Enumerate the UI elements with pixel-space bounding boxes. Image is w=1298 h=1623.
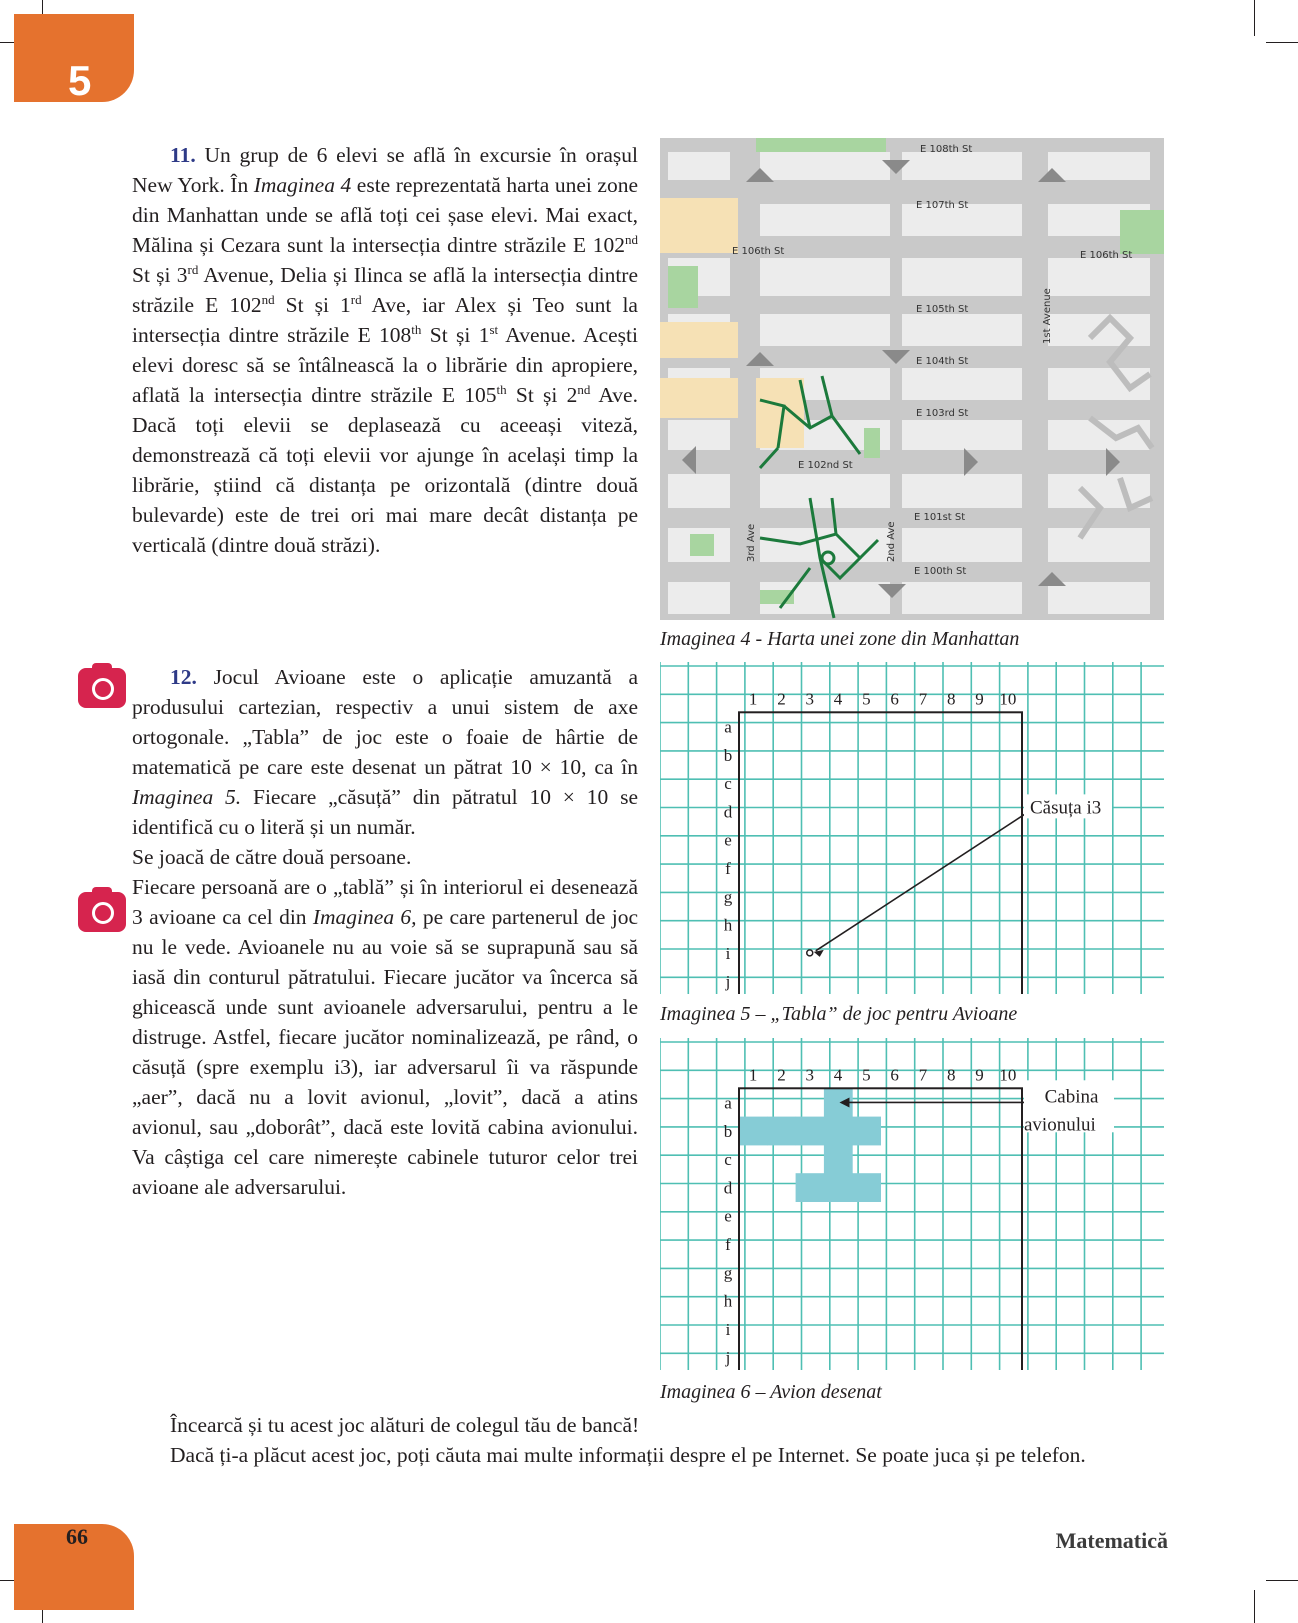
column-label: 9: [975, 1065, 984, 1085]
street-label: E 101st St: [914, 512, 966, 523]
game-board-grid: [660, 662, 1164, 994]
exercise-number: 11.: [170, 143, 196, 167]
plane-cell: [796, 1173, 825, 1202]
column-label: 9: [975, 689, 984, 709]
row-label: f: [725, 858, 731, 878]
plane-cell: [739, 1117, 768, 1146]
camera-icon[interactable]: [78, 668, 126, 708]
plane-cell: [796, 1117, 825, 1146]
row-label: h: [723, 915, 733, 935]
avenue-label: 1st Avenue: [1042, 288, 1053, 344]
street-label: E 108th St: [920, 144, 973, 155]
column-label: 4: [833, 689, 843, 709]
figure-6-caption: Imaginea 6 – Avion desenat: [660, 1381, 882, 1403]
closing-line-1: Încearcă și tu acest joc alături de colegul tău de bancă!: [170, 1413, 640, 1437]
column-label: 7: [918, 689, 928, 709]
annotation-label: Cabina: [1044, 1086, 1099, 1108]
row-label: a: [724, 1093, 732, 1113]
closing-line-2: Dacă ți-a plăcut acest joc, poți căuta mai multe informații despre el pe Internet. Se poate juca și pe telefon.: [170, 1443, 1086, 1467]
board-frame: [739, 712, 1022, 994]
row-label: b: [723, 1121, 733, 1141]
row-label: c: [724, 1150, 732, 1170]
row-label: j: [725, 1348, 731, 1368]
column-label: 1: [748, 1065, 758, 1085]
plane-cell: [824, 1173, 853, 1202]
annotation-label: avionului: [1024, 1114, 1096, 1136]
row-label: f: [725, 1234, 731, 1254]
street-label: E 107th St: [916, 200, 969, 211]
figure-5-caption: Imaginea 5 – „Tabla” de joc pentru Avioane: [660, 1003, 1018, 1025]
annotation-label: Căsuța i3: [1030, 797, 1102, 819]
exercise-12-intro: 12. Jocul Avioane este o aplicație amuzantă a produsului cartezian, respectiv a unui sistem de axe ortogonale. „Tabla” de joc este o foaie de hârtie de matematică pe care este desenat un pătrat 10 × 10, ca în Imaginea 5. Fiecare „căsuță” din pătratul 10 × 10 se identifică cu o literă și un număr.: [132, 665, 638, 839]
exercise-number: 12.: [170, 665, 197, 689]
column-label: 1: [748, 689, 758, 709]
chapter-number: 5: [68, 57, 92, 104]
column-label: 3: [805, 689, 814, 709]
camera-icon[interactable]: [78, 892, 126, 932]
column-label: 8: [947, 1065, 956, 1085]
plane-cell: [767, 1117, 796, 1146]
plane-cell: [852, 1117, 881, 1146]
column-label: 7: [918, 1065, 928, 1085]
street-label: E 106th St: [1080, 250, 1133, 261]
row-label: d: [723, 1178, 733, 1198]
row-label: b: [723, 745, 733, 765]
subject-name: Matematică: [1055, 1528, 1168, 1553]
column-label: 5: [862, 1065, 871, 1085]
column-label: 5: [862, 689, 871, 709]
plane-cell: [824, 1145, 853, 1174]
column-label: 6: [890, 1065, 899, 1085]
column-label: 4: [833, 1065, 843, 1085]
column-label: 2: [777, 689, 786, 709]
crop-mark: [1254, 1590, 1255, 1623]
street-label: E 103rd St: [916, 408, 969, 419]
column-label: 3: [805, 1065, 814, 1085]
avenue-label: 3rd Ave: [746, 523, 757, 562]
crop-mark: [1266, 42, 1298, 43]
closing-text: [132, 1410, 1166, 1470]
row-label: d: [723, 802, 733, 822]
crop-mark: [1254, 0, 1255, 36]
row-label: g: [723, 887, 733, 907]
figure-4-caption: Imaginea 4 - Harta unei zone din Manhattan: [660, 628, 1020, 650]
plane-cell: [852, 1173, 881, 1202]
annotation-arrow: [816, 814, 1025, 951]
exercise-12: [132, 662, 638, 1202]
column-label: 10: [999, 689, 1017, 709]
column-label: 10: [999, 1065, 1017, 1085]
exercise-12-players: Se joacă de către două persoane.: [132, 845, 412, 869]
avenue-label: 2nd Ave: [886, 521, 897, 562]
row-label: i: [725, 943, 731, 963]
row-label: e: [724, 830, 732, 850]
row-label: e: [724, 1206, 732, 1226]
exercise-11: [132, 140, 638, 560]
page-number: 66: [66, 1524, 88, 1549]
target-cell-marker: [807, 950, 813, 956]
row-label: h: [723, 1291, 733, 1311]
street-label: E 100th St: [914, 566, 967, 577]
manhattan-map: [660, 138, 1164, 620]
street-label: E 106th St: [732, 246, 785, 257]
row-label: g: [723, 1263, 733, 1283]
exercise-12-rules: Fiecare persoană are o „tablă” și în interiorul ei desenează 3 avioane ca cel din Imaginea 6, pe care partenerul de joc nu le vede. Avioanele nu au voie să se suprapună sau să iasă din conturul pătratului. Fiecare jucător va încerca să ghicească unde sunt avioanele adversarului, pentru a le distruge. Astfel, fiecare jucător nominalizează, pe rând, o căsuță (spre exemplu i3), iar adversarul îi va răspunde „aer”, dacă nu a lovit avionul, „lovit”, dacă a atins avionul, sau „doborât”, dacă este lovită cabina avionului. Va câștiga cel care nimerește cabinele tuturor celor trei avioane ale adversarului.: [132, 875, 638, 1199]
column-label: 6: [890, 689, 899, 709]
column-label: 2: [777, 1065, 786, 1085]
crop-mark: [1266, 1580, 1298, 1581]
street-label: E 104th St: [916, 356, 969, 367]
exercise-11-text: 11. Un grup de 6 elevi se află în excursie în orașul New York. În Imaginea 4 este reprezentată harta unei zone din Manhattan unde se află toți cei șase elevi. Mai exact, Mălina și Cezara sunt la intersecția dintre străzile E 102nd St și 3rd Avenue, Delia și Ilinca se află la intersecția dintre străzile E 102nd St și 1rd Ave, iar Alex și Teo sunt la intersecția dintre străzile E 108th St și 1st Avenue. Acești elevi doresc să se întâlnească la o librărie din apropiere, aflată la intersecția dintre străzile E 105th St și 2nd Ave. Dacă toți elevii se deplasează cu aceeași viteză, demonstrează că toți elevii vor ajunge în același timp la librărie, știind că distanța pe orizontală (dintre două bulevarde) este de trei ori mai mare decât distanța pe verticală (dintre două străzi).: [132, 143, 638, 557]
plane-drawing-grid: [660, 1038, 1164, 1370]
row-label: j: [725, 972, 731, 992]
row-label: a: [724, 717, 732, 737]
street-label: E 105th St: [916, 304, 969, 315]
row-label: c: [724, 774, 732, 794]
street-label: E 102nd St: [798, 460, 853, 471]
column-label: 8: [947, 689, 956, 709]
row-label: i: [725, 1319, 731, 1339]
plane-cell: [824, 1117, 853, 1146]
